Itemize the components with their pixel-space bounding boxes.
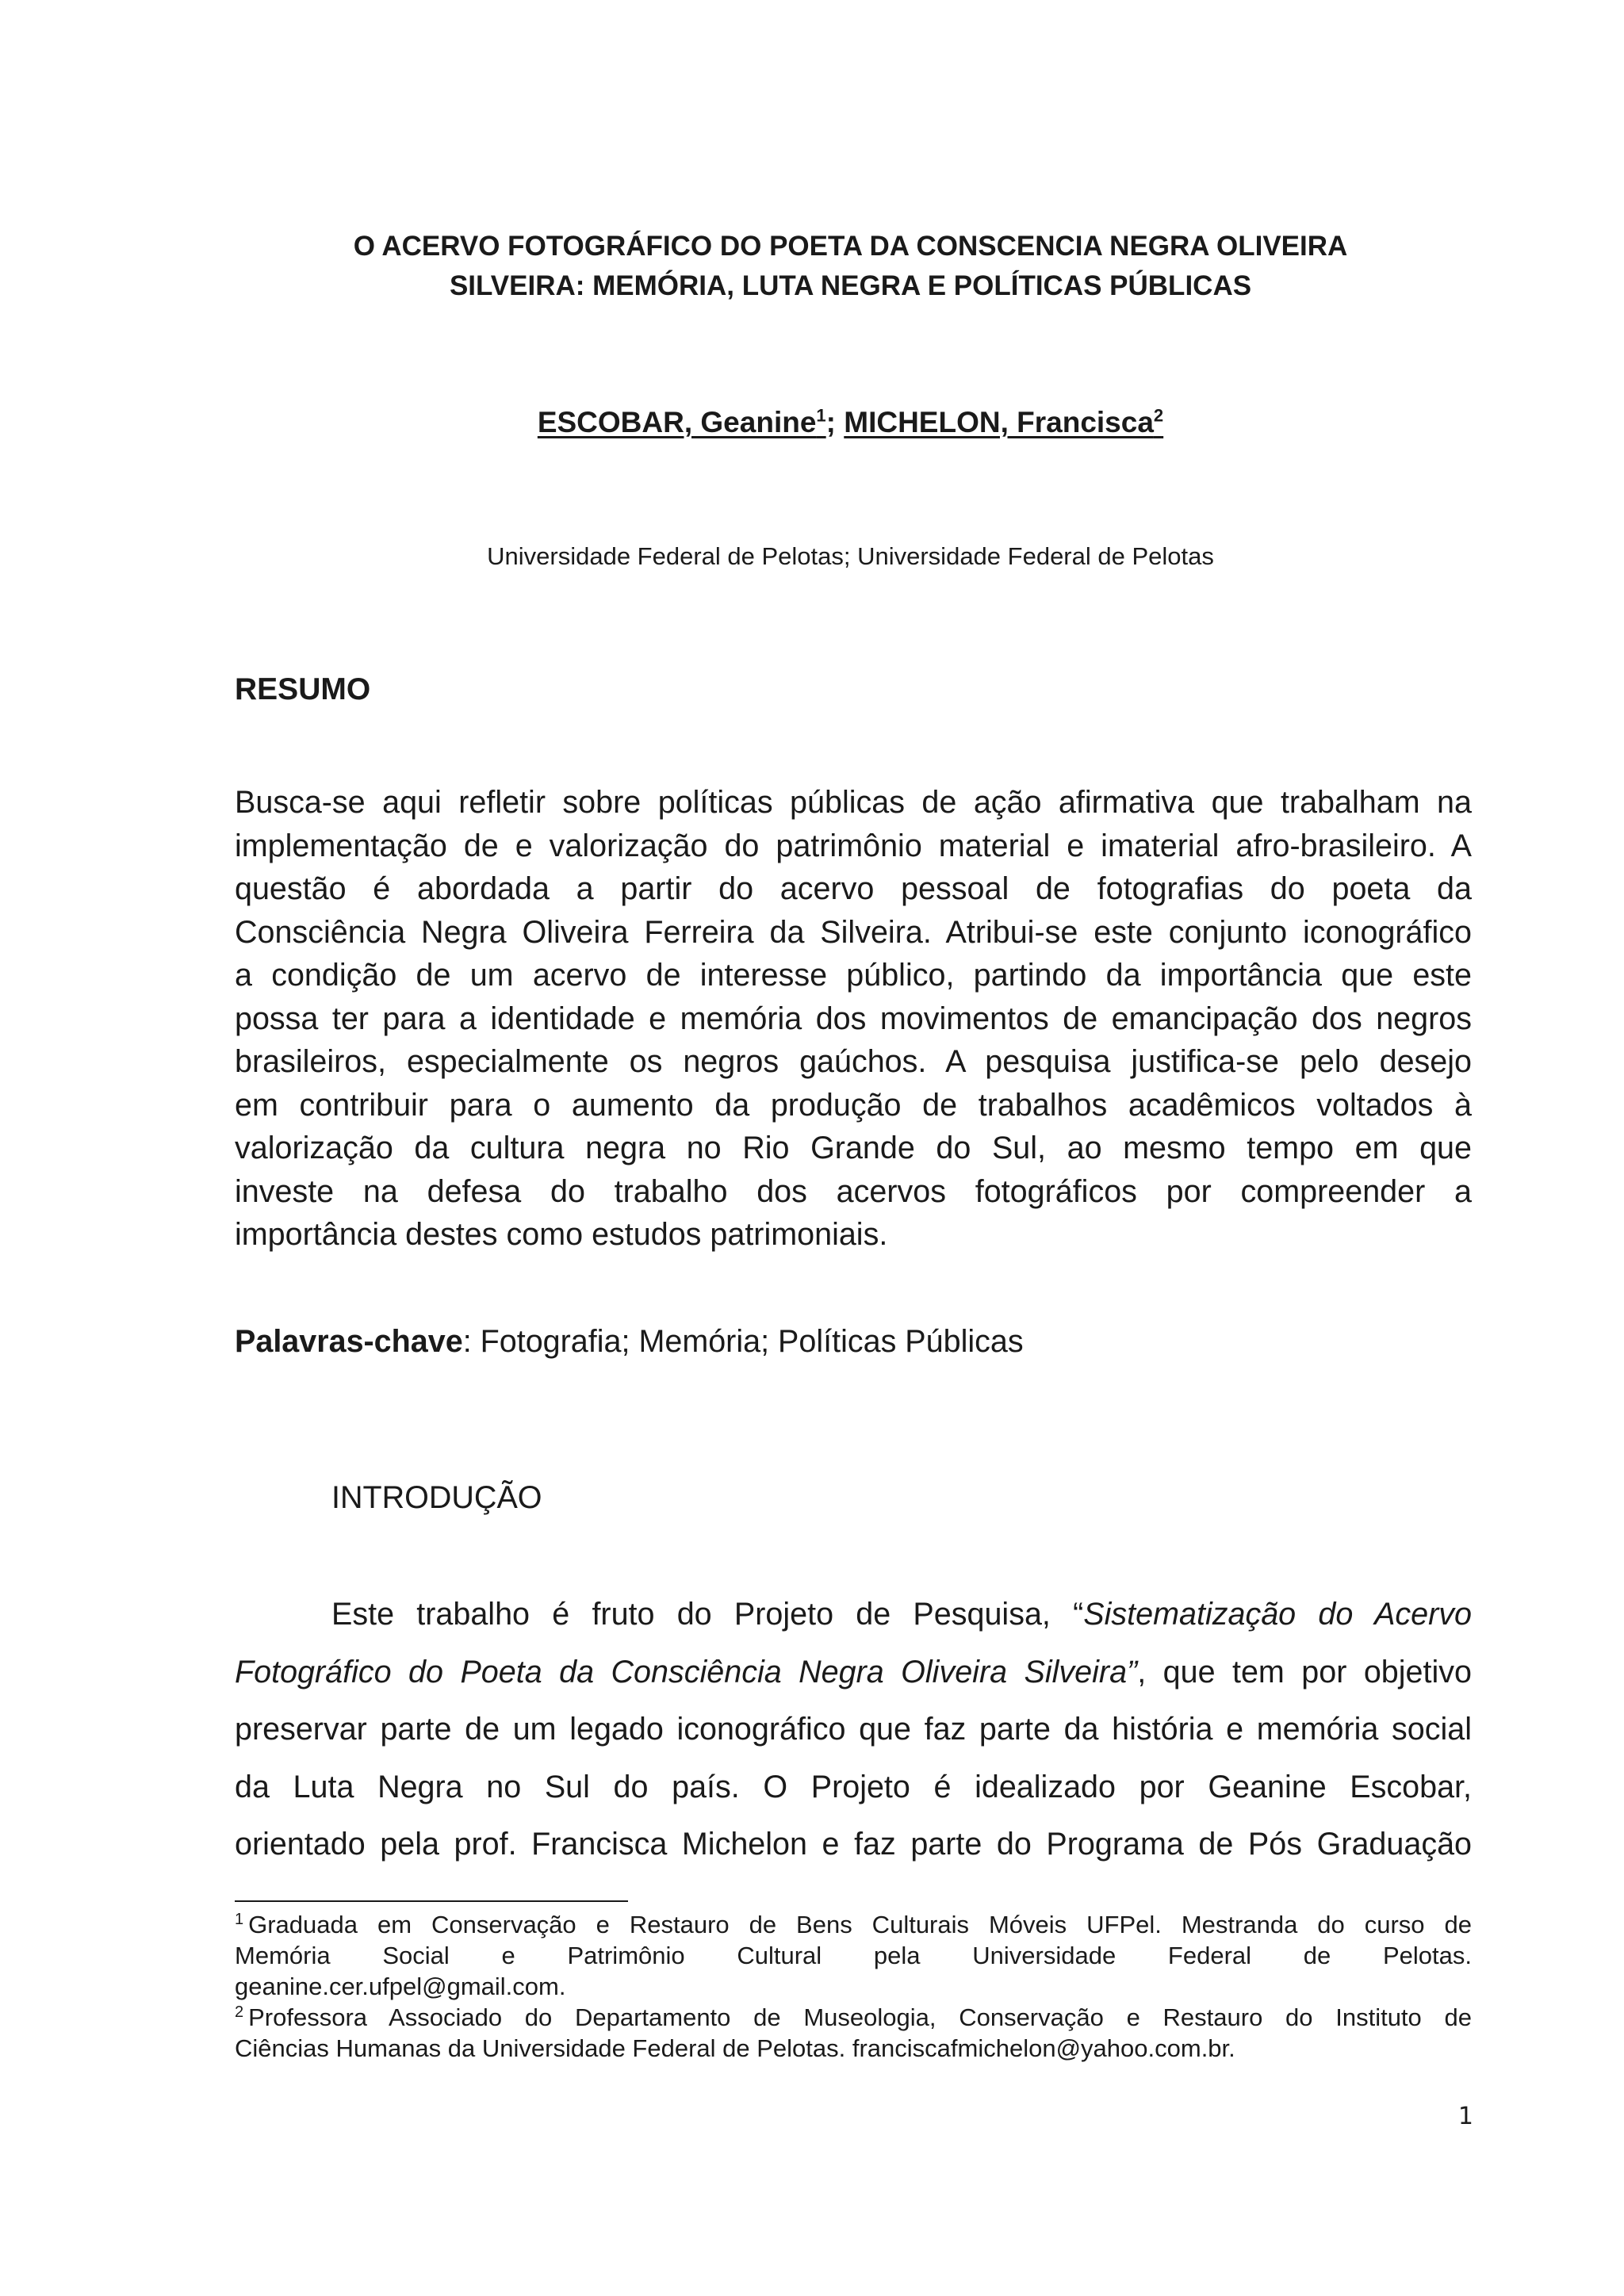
introduction-line: da Luta Negra no Sul do país. O Projeto é idealizado por Geanine Escobar, [235,1769,1472,1804]
affiliation: Universidade Federal de Pelotas; Universidade Federal de Pelotas [487,542,1214,570]
abstract-line: investe na defesa do trabalho dos acervos fotográficos por compreender a [235,1173,1472,1209]
abstract-line: implementação de e valorização do patrimônio material e imaterial afro-brasileiro. A [235,828,1472,863]
footnotes [235,1909,1472,2064]
author-1 [538,406,826,438]
author-list [238,403,1463,442]
abstract-body [235,781,1472,1257]
introduction-heading: INTRODUÇÃO [331,1480,542,1515]
introduction-line-2-text: , que tem por objetivo [1137,1654,1472,1689]
author-2-footnote-mark: 2 [1153,405,1164,426]
author-2-name: MICHELON, Francisca [844,406,1154,438]
introduction-line [235,1586,1472,1644]
abstract-line: em contribuir para o aumento da produção de trabalhos acadêmicos voltados à [235,1087,1472,1123]
keywords-label: Palavras-chave [235,1324,463,1359]
abstract-line: brasileiros, especialmente os negros gaúchos. A pesquisa justifica-se pelo desejo [235,1044,1472,1079]
keywords-value: Fotografia; Memória; Políticas Públicas [471,1324,1024,1359]
keywords-separator: : [462,1324,472,1359]
introduction-body [235,1586,1472,1873]
abstract-line: a condição de um acervo de interesse público, partindo da importância que este [235,958,1472,993]
footnote-2-mark: 2 [235,2003,244,2021]
keywords [235,1320,1024,1363]
abstract-line: importância destes como estudos patrimoniais. [235,1217,888,1252]
paper-title [238,227,1463,306]
abstract-line: Consciência Negra Oliveira Ferreira da Silveira. Atribui-se este conjunto iconográfico [235,914,1472,950]
introduction-line: preservar parte de um legado iconográfico que faz parte da história e memória social [235,1712,1472,1747]
footnote-1-email: geanine.cer.ufpel@gmail.com. [235,1973,566,2000]
project-title-italic-part-1: Sistematização do Acervo [1083,1597,1473,1632]
abstract-line: valorização da cultura negra no Rio Grande do Sul, ao mesmo tempo em que [235,1131,1472,1165]
author-2 [844,406,1163,438]
paper-title-line-2: SILVEIRA: MEMÓRIA, LUTA NEGRA E POLÍTICAS PÚBLICAS [449,270,1252,301]
abstract-line: questão é abordada a partir do acervo pessoal de fotografias do poeta da [235,871,1472,906]
footnote-2-text: Professora Associado do Departamento de Museologia, Conservação e Restauro do Instituto de [248,2003,1472,2031]
abstract-heading: RESUMO [235,672,371,706]
author-1-footnote-mark: 1 [816,405,826,426]
footnote-1-text: Graduada em Conservação e Restauro de Bens Culturais Móveis UFPel. Mestranda do curso de [248,1911,1472,1938]
footnote-1-mark: 1 [235,1910,244,1928]
page-number: 1 [1457,2103,1473,2130]
introduction-line: orientado pela prof. Francisca Michelon e faz parte do Programa de Pós Graduação [235,1827,1472,1862]
footnote-1-line [235,1909,1472,1940]
footnote-1-line: Memória Social e Patrimônio Cultural pela Universidade Federal de Pelotas. [235,1942,1472,1969]
footnote-separator [235,1900,628,1902]
author-1-name: ESCOBAR, Geanine [537,406,817,438]
abstract-line: possa ter para a identidade e memória dos movimentos de emancipação dos negros [235,1001,1472,1036]
author-separator: ; [825,406,836,438]
abstract-line: Busca-se aqui refletir sobre políticas públicas de ação afirmativa que trabalham na [235,785,1472,820]
introduction-line-1-text: Este trabalho é fruto do Projeto de Pesquisa, “ [331,1597,1084,1632]
paper-title-line-1: O ACERVO FOTOGRÁFICO DO POETA DA CONSCENCIA NEGRA OLIVEIRA [353,231,1348,262]
footnote-2-line [235,2002,1472,2033]
footnote-2-line: Ciências Humanas da Universidade Federal de Pelotas. franciscafmichelon@yahoo.com.br. [235,2034,1235,2062]
project-title-italic-part-2: Fotográfico do Poeta da Consciência Negra Oliveira Silveira” [235,1654,1138,1689]
introduction-line [235,1644,1472,1701]
